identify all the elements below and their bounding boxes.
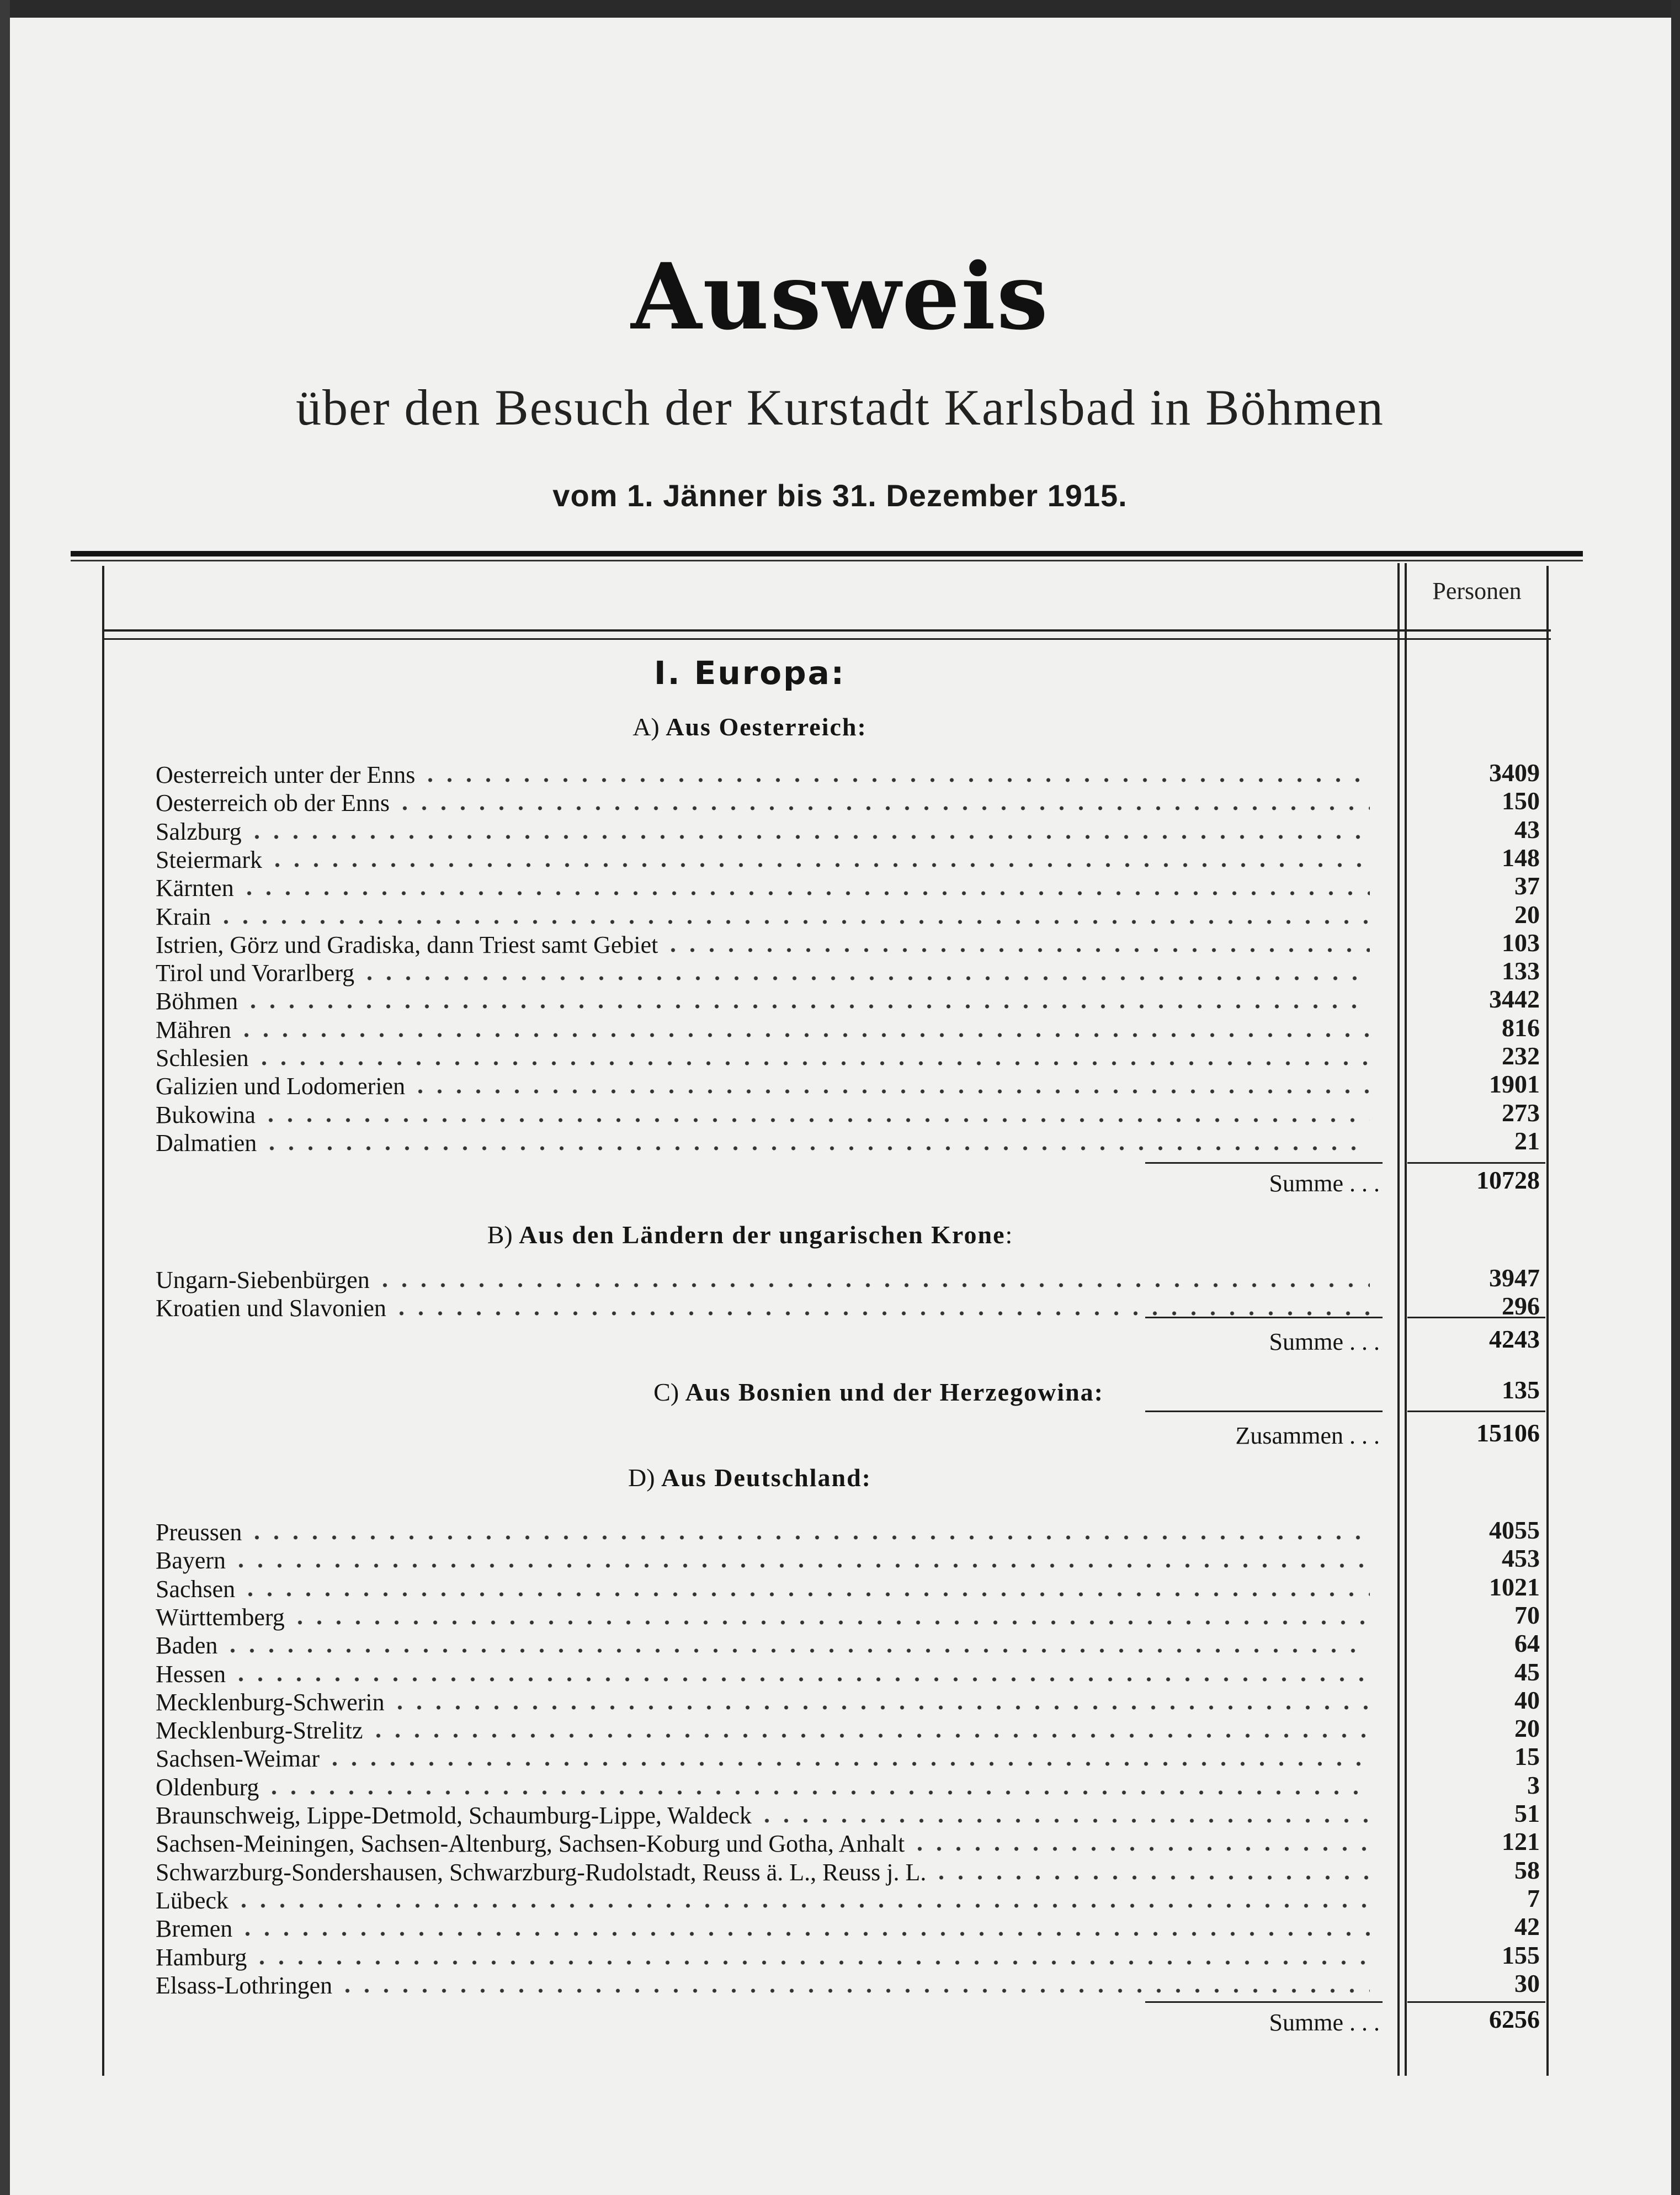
section-a-row-name: Böhmen: [156, 988, 238, 1015]
table-row: [156, 874, 1370, 903]
section-b-prefix: B): [487, 1221, 513, 1249]
dot-leader: [231, 1677, 1370, 1682]
table-row: [156, 1830, 1370, 1858]
dot-leader: [338, 1988, 1370, 1993]
dot-leader: [247, 1535, 1370, 1540]
table-row: [156, 903, 1370, 931]
section-a-row-name: Krain: [156, 903, 211, 930]
dot-leader: [390, 1705, 1370, 1710]
section-a-row-value: 1901: [1489, 1070, 1540, 1099]
section-d-row-value: 51: [1514, 1799, 1540, 1827]
table-row: [156, 818, 1370, 846]
section-c-prefix: C): [653, 1378, 679, 1406]
section-b-row-name: Ungarn-Siebenbürgen: [156, 1266, 370, 1293]
page-subtitle: über den Besuch der Kurstadt Karlsbad in Böhmen: [296, 379, 1384, 436]
dot-leader: [663, 947, 1370, 953]
table-row: [156, 1773, 1370, 1802]
section-d-row-value: 155: [1502, 1940, 1540, 1969]
table-row: [156, 1971, 1370, 2000]
section-d-row-value: 121: [1502, 1827, 1540, 1856]
dot-leader: [325, 1761, 1370, 1767]
table-row: [156, 1294, 1370, 1323]
section-d-row-value: 30: [1514, 1969, 1540, 1997]
table-right-border: [1546, 566, 1549, 2076]
dot-leader: [910, 1846, 1370, 1852]
dot-leader: [240, 890, 1370, 896]
scan-edge-top: [0, 0, 1680, 18]
table-row: [156, 1129, 1370, 1158]
section-d-prefix: D): [628, 1464, 655, 1492]
header-rule-double: [102, 638, 1551, 640]
summe-label-d: Summe . . .: [1269, 2009, 1380, 2036]
table-row: [156, 1266, 1370, 1295]
section-d-row-name: Baden: [156, 1632, 218, 1659]
date-range: vom 1. Jänner bis 31. Dezember 1915.: [552, 478, 1128, 513]
table-row: [156, 1886, 1370, 1915]
section-d-row-value: 42: [1514, 1912, 1540, 1941]
table-row: [156, 987, 1370, 1016]
dot-leader: [216, 919, 1370, 925]
section-a-row-name: Dalmatien: [156, 1129, 257, 1157]
section-d-row-value: 4055: [1489, 1516, 1540, 1544]
section-d-row-value: 58: [1514, 1855, 1540, 1884]
section-d-row-name: Elsass-Lothringen: [156, 1971, 333, 1999]
summe-value-b: 4243: [1489, 1325, 1540, 1353]
table-row: [156, 1915, 1370, 1943]
section-a-row-value: 232: [1502, 1042, 1540, 1070]
section-heading-a: [102, 712, 1397, 741]
section-d-row-name: Mecklenburg-Schwerin: [156, 1688, 385, 1716]
section-d-row-value: 7: [1527, 1884, 1540, 1912]
section-a-row-value: 103: [1502, 928, 1540, 957]
section-a-row-value: 43: [1514, 815, 1540, 844]
table-row: [156, 1044, 1370, 1073]
section-b-row-name: Kroatien und Slavonien: [156, 1295, 386, 1322]
section-a-prefix: A): [632, 713, 660, 741]
dot-leader: [421, 777, 1370, 783]
summe-value-d: 6256: [1489, 2005, 1540, 2033]
table-row: [156, 789, 1370, 818]
section-a-row-name: Oesterreich ob der Enns: [156, 789, 390, 817]
section-a-row-value: 148: [1502, 843, 1540, 872]
section-d-row-value: 64: [1514, 1629, 1540, 1658]
table-row: [156, 1631, 1370, 1660]
zusammen-label: Zusammen . . .: [1235, 1422, 1380, 1449]
section-d-row-name: Sachsen-Meiningen, Sachsen-Altenburg, Sachsen-Koburg und Gotha, Anhalt: [156, 1830, 905, 1858]
dot-leader: [757, 1818, 1370, 1823]
table-row: [156, 1688, 1370, 1717]
section-d-row-value: 15: [1514, 1742, 1540, 1771]
table-left-border: [102, 566, 104, 2076]
header-rule: [102, 629, 1551, 632]
section-d-row-value: 1021: [1489, 1572, 1540, 1601]
section-d-row-name: Hessen: [156, 1660, 226, 1688]
zusammen-value: 15106: [1476, 1419, 1540, 1447]
section-a-row-value: 3442: [1489, 985, 1540, 1014]
column-divider: [1397, 563, 1400, 2076]
section-d-row-value: 453: [1502, 1544, 1540, 1573]
summe-value-a: 10728: [1476, 1166, 1540, 1194]
dot-leader: [223, 1648, 1370, 1653]
sum-rule-d: [1145, 2001, 1383, 2003]
section-a-row-value: 816: [1502, 1013, 1540, 1042]
section-a-row-value: 21: [1514, 1126, 1540, 1155]
sum-rule-c: [1145, 1411, 1383, 1412]
sum-rule-a-right: [1407, 1162, 1545, 1164]
table-row: [156, 1575, 1370, 1604]
section-a-row-name: Tirol und Vorarlberg: [156, 959, 355, 987]
section-d-row-name: Preussen: [156, 1519, 242, 1546]
dot-leader: [392, 1311, 1370, 1316]
section-d-row-name: Mecklenburg-Strelitz: [156, 1717, 363, 1745]
section-a-row-name: Galizien und Lodomerien: [156, 1073, 406, 1100]
table-top-rule-thin: [71, 560, 1583, 561]
sum-rule-d-right: [1407, 2001, 1545, 2003]
dot-leader: [360, 975, 1370, 981]
section-b-row-value: 296: [1502, 1292, 1540, 1321]
section-d-row-name: Sachsen: [156, 1575, 236, 1603]
dot-leader: [932, 1875, 1370, 1880]
sum-rule-a: [1145, 1162, 1383, 1164]
dot-leader: [411, 1089, 1370, 1094]
section-heading-d: [102, 1463, 1397, 1492]
dot-leader: [369, 1733, 1370, 1738]
section-d-row-name: Württemberg: [156, 1603, 285, 1631]
dot-leader: [262, 1146, 1370, 1151]
table-row: [156, 1016, 1370, 1045]
section-d-row-value: 40: [1514, 1685, 1540, 1714]
section-heading-europa: I. Europa:: [653, 654, 846, 692]
section-a-row-name: Mähren: [156, 1016, 231, 1043]
section-a-row-value: 3409: [1489, 759, 1540, 787]
section-a-row-value: 37: [1514, 872, 1540, 900]
section-a-row-value: 133: [1502, 957, 1540, 985]
section-heading-c: [331, 1377, 1104, 1407]
table-row: [156, 959, 1370, 988]
section-d-row-name: Hamburg: [156, 1943, 247, 1971]
table-row: [156, 846, 1370, 874]
dot-leader: [252, 1960, 1370, 1965]
table-row: [156, 931, 1370, 959]
table-row: [156, 1101, 1370, 1130]
sum-rule-c-right: [1407, 1411, 1545, 1412]
dot-leader: [264, 1790, 1370, 1795]
dot-leader: [268, 862, 1370, 868]
section-c-label: Aus Bosnien und der Herzegowina:: [685, 1378, 1104, 1406]
column-header-personen: Personen: [1432, 577, 1522, 605]
table-row: [156, 1745, 1370, 1773]
section-a-row-name: Kärnten: [156, 874, 234, 902]
table-row: [156, 1603, 1370, 1632]
section-heading-b: [102, 1220, 1397, 1249]
dot-leader: [237, 1032, 1370, 1038]
section-a-label: Aus Oesterreich:: [666, 713, 867, 741]
section-d-row-name: Bayern: [156, 1547, 226, 1574]
dot-leader: [254, 1061, 1370, 1066]
page-title: Ausweis: [631, 243, 1049, 350]
dot-leader: [395, 805, 1370, 811]
table-row: [156, 1660, 1370, 1689]
summe-label-b: Summe . . .: [1269, 1328, 1380, 1355]
section-a-row-name: Bukowina: [156, 1101, 256, 1128]
section-d-row-name: Sachsen-Weimar: [156, 1745, 320, 1773]
table-row: [156, 1801, 1370, 1830]
section-b-label: Aus den Ländern der ungarischen Krone: [519, 1221, 1006, 1249]
dot-leader: [241, 1592, 1370, 1597]
section-d-row-name: Braunschweig, Lippe-Detmold, Schaumburg-Lippe, Waldeck: [156, 1802, 752, 1829]
dot-leader: [238, 1931, 1370, 1937]
dot-leader: [290, 1620, 1370, 1625]
section-a-row-name: Oesterreich unter der Enns: [156, 761, 416, 788]
dot-leader: [375, 1282, 1370, 1288]
section-b-suffix: :: [1005, 1221, 1013, 1249]
dot-leader: [231, 1563, 1370, 1568]
section-a-row-name: Steiermark: [156, 846, 263, 873]
section-a-row-name: Salzburg: [156, 818, 242, 845]
section-c-value: 135: [1502, 1376, 1540, 1404]
table-row: [156, 1858, 1370, 1887]
section-d-row-value: 20: [1514, 1714, 1540, 1743]
summe-label-a: Summe . . .: [1269, 1170, 1380, 1197]
section-d-row-name: Lübeck: [156, 1886, 228, 1914]
table-row: [156, 1943, 1370, 1972]
section-d-row-value: 45: [1514, 1657, 1540, 1686]
table-row: [156, 761, 1370, 789]
dot-leader: [243, 1004, 1370, 1009]
table-row: [156, 1546, 1370, 1575]
section-d-row-value: 70: [1514, 1600, 1540, 1629]
table-top-rule: [71, 551, 1583, 556]
section-a-row-name: Schlesien: [156, 1045, 249, 1072]
section-d-row-value: 3: [1527, 1770, 1540, 1799]
section-a-row-value: 20: [1514, 900, 1540, 929]
table-row: [156, 1716, 1370, 1745]
dot-leader: [234, 1903, 1370, 1908]
section-d-row-name: Oldenburg: [156, 1773, 259, 1801]
section-a-row-value: 150: [1502, 787, 1540, 815]
table-row: [156, 1518, 1370, 1547]
section-d-label: Aus Deutschland:: [661, 1464, 871, 1492]
dot-leader: [247, 834, 1370, 840]
dot-leader: [261, 1117, 1370, 1123]
section-d-row-name: Schwarzburg-Sondershausen, Schwarzburg-Rudolstadt, Reuss ä. L., Reuss j. L.: [156, 1858, 927, 1886]
table-row: [156, 1072, 1370, 1101]
section-d-row-name: Bremen: [156, 1915, 233, 1943]
section-a-row-value: 273: [1502, 1098, 1540, 1127]
section-a-row-name: Istrien, Görz und Gradiska, dann Triest samt Gebiet: [156, 931, 658, 958]
column-divider-double: [1405, 563, 1407, 2076]
section-b-row-value: 3947: [1489, 1264, 1540, 1292]
